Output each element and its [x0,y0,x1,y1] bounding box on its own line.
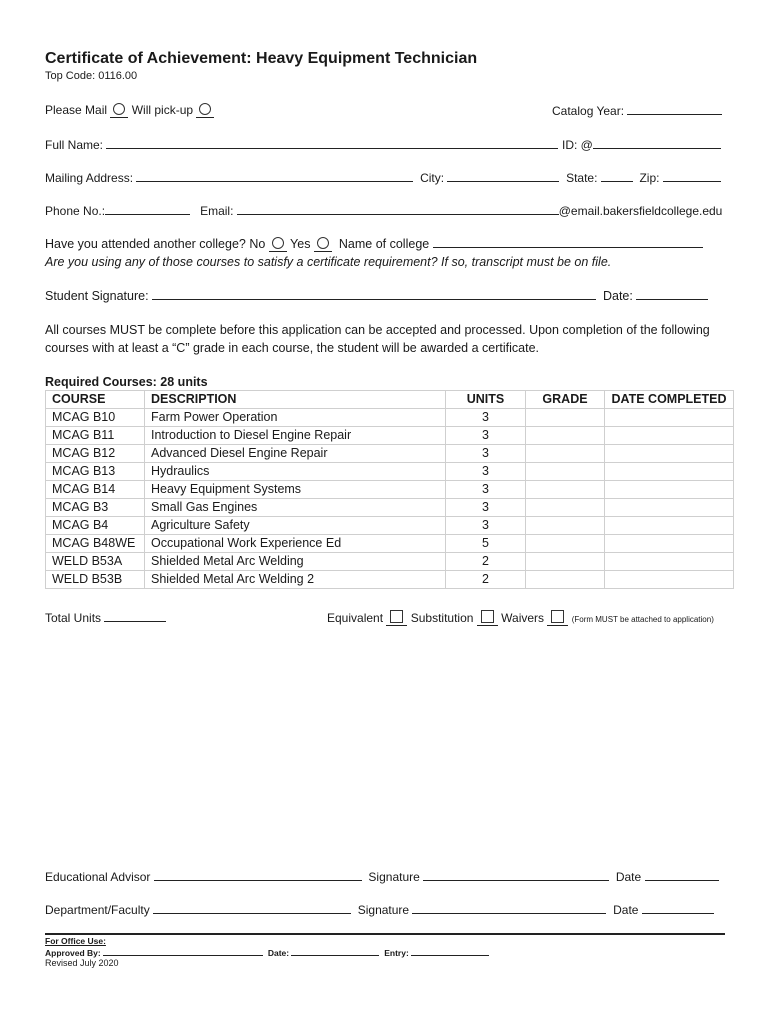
approved-by-input[interactable] [103,947,263,956]
checkbox-icon [481,610,494,623]
date-completed-cell[interactable] [605,463,734,481]
checkbox-icon [551,610,564,623]
advisor-row [45,869,719,884]
equivalent-checkbox[interactable] [386,611,407,626]
course-description: Advanced Diesel Engine Repair [145,445,446,463]
grade-cell[interactable] [526,445,605,463]
date-completed-cell[interactable] [605,535,734,553]
name-of-college-input[interactable] [433,236,703,248]
entry-label: Entry: [384,948,409,958]
will-pickup-radio[interactable] [196,103,214,118]
id-field [562,137,721,152]
contact-row [45,203,722,218]
course-code: MCAG B11 [46,427,145,445]
advisor-date-label: Date [615,870,642,884]
id-input[interactable] [593,137,721,149]
course-code: WELD B53A [46,553,145,571]
header-description: DESCRIPTION [145,391,446,409]
table-row [46,535,734,553]
office-date-label: Date: [267,948,290,958]
instructions-line-1: All courses MUST be complete before this application can be accepted and processed. Upon completion of the following [45,323,710,337]
college-question-row [45,236,703,251]
course-description: Shielded Metal Arc Welding [145,553,446,571]
grade-cell[interactable] [526,463,605,481]
signature-date-label: Date: [602,289,633,303]
page-title: Certificate of Achievement: Heavy Equipment Technician [45,50,478,67]
department-input[interactable] [153,902,351,914]
department-label: Department/Faculty [45,903,150,917]
full-name-field [45,137,558,152]
student-signature-row [45,288,708,303]
date-completed-cell[interactable] [605,409,734,427]
course-code: MCAG B3 [46,499,145,517]
email-domain: @email.bakersfieldcollege.edu [558,204,723,218]
course-units: 5 [446,535,526,553]
date-completed-cell[interactable] [605,499,734,517]
catalog-year-field [552,103,722,118]
course-description: Introduction to Diesel Engine Repair [145,427,446,445]
waiver-note: (Form MUST be attached to application) [571,615,714,624]
course-code: MCAG B12 [46,445,145,463]
header-units: UNITS [446,391,526,409]
course-code: MCAG B48WE [46,535,145,553]
grade-cell[interactable] [526,535,605,553]
delivery-options [45,103,214,117]
email-label: Email: [200,204,234,218]
college-question: Have you attended another college? [45,237,246,251]
table-row [46,571,734,589]
courses-table [45,390,734,589]
grade-cell[interactable] [526,409,605,427]
equivalent-label: Equivalent [327,611,384,625]
table-row [46,463,734,481]
state-input[interactable] [601,170,633,182]
header-course: COURSE [46,391,145,409]
course-units: 3 [446,445,526,463]
course-units: 3 [446,517,526,535]
state-label: State: [566,171,598,185]
revised-date: Revised July 2020 [45,958,119,968]
course-units: 3 [446,409,526,427]
catalog-year-label: Catalog Year: [552,104,625,118]
name-of-college-label: Name of college [338,237,430,251]
total-units-input[interactable] [104,610,166,622]
table-row [46,445,734,463]
date-completed-cell[interactable] [605,427,734,445]
table-row [46,427,734,445]
phone-label: Phone No.: [45,204,106,218]
course-description: Agriculture Safety [145,517,446,535]
course-description: Occupational Work Experience Ed [145,535,446,553]
grade-cell[interactable] [526,499,605,517]
checkbox-icon [390,610,403,623]
course-description: Shielded Metal Arc Welding 2 [145,571,446,589]
catalog-year-input[interactable] [627,103,722,115]
table-row [46,517,734,535]
grade-cell[interactable] [526,481,605,499]
please-mail-label: Please Mail [45,103,108,117]
advisor-input[interactable] [154,869,362,881]
mailing-address-input[interactable] [136,170,413,182]
table-header-row [46,391,734,409]
substitution-label: Substitution [410,611,474,625]
required-courses-heading: Required Courses: 28 units [45,375,208,389]
course-units: 3 [446,427,526,445]
entry-input[interactable] [411,947,489,956]
radio-circle-icon [113,103,125,115]
advisor-signature-input[interactable] [423,869,609,881]
course-units: 3 [446,463,526,481]
grade-cell[interactable] [526,571,605,589]
student-signature-input[interactable] [152,288,596,300]
course-code: MCAG B14 [46,481,145,499]
course-units: 3 [446,499,526,517]
id-label: ID: @ [562,138,593,152]
please-mail-radio[interactable] [110,103,128,118]
transcript-note: Are you using any of those courses to satisfy a certificate requirement? If so, transcript must be on file. [45,255,612,269]
total-units-field [45,610,166,625]
header-grade: GRADE [526,391,605,409]
radio-circle-icon [272,237,284,249]
city-input[interactable] [447,170,559,182]
course-code: MCAG B13 [46,463,145,481]
date-completed-cell[interactable] [605,517,734,535]
city-label: City: [420,171,445,185]
department-signature-input[interactable] [412,902,606,914]
top-code: Top Code: 0116.00 [45,70,138,82]
course-units: 2 [446,553,526,571]
course-description: Heavy Equipment Systems [145,481,446,499]
advisor-date-input[interactable] [645,869,719,881]
date-completed-cell[interactable] [605,481,734,499]
date-completed-cell[interactable] [605,445,734,463]
department-date-label: Date [613,903,639,917]
date-completed-cell[interactable] [605,553,734,571]
header-date-completed: DATE COMPLETED [605,391,734,409]
department-date-input[interactable] [642,902,714,914]
table-row [46,499,734,517]
full-name-label: Full Name: [45,138,104,152]
student-signature-label: Student Signature: [45,289,149,303]
signature-date-input[interactable] [636,288,708,300]
office-date-input[interactable] [291,947,379,956]
grade-cell[interactable] [526,517,605,535]
office-use-heading: For Office Use: [45,936,106,946]
course-code: MCAG B10 [46,409,145,427]
instructions-line-2: courses with at least a “C” grade in each course, the student will be awarded a certificate. [45,341,540,355]
zip-input[interactable] [663,170,721,182]
full-name-input[interactable] [106,137,558,149]
course-units: 2 [446,571,526,589]
radio-circle-icon [199,103,211,115]
course-units: 3 [446,481,526,499]
radio-circle-icon [317,237,329,249]
approved-by-label: Approved By: [45,948,101,958]
course-code: MCAG B4 [46,517,145,535]
office-divider [45,933,725,935]
college-no-label: No [249,237,266,251]
zip-label: Zip: [639,171,660,185]
table-row [46,409,734,427]
address-row [45,170,721,185]
college-yes-radio[interactable] [314,237,332,252]
college-yes-label: Yes [290,237,311,251]
substitution-checkbox[interactable] [477,611,498,626]
office-use-row [45,947,489,958]
mailing-address-label: Mailing Address: [45,171,134,185]
course-code: WELD B53B [46,571,145,589]
date-completed-cell[interactable] [605,571,734,589]
waivers-checkbox[interactable] [547,611,568,626]
phone-input[interactable] [105,203,190,215]
table-row [46,553,734,571]
department-signature-label: Signature [357,903,410,917]
course-description: Farm Power Operation [145,409,446,427]
total-units-label: Total Units [45,611,102,625]
waivers-label: Waivers [501,611,545,625]
advisor-signature-label: Signature [368,870,420,884]
table-row [46,481,734,499]
grade-cell[interactable] [526,553,605,571]
totals-options [327,610,714,625]
department-row [45,902,714,917]
course-description: Small Gas Engines [145,499,446,517]
college-no-radio[interactable] [269,237,287,252]
email-input[interactable] [237,203,559,215]
course-description: Hydraulics [145,463,446,481]
grade-cell[interactable] [526,427,605,445]
advisor-label: Educational Advisor [45,870,151,884]
will-pickup-label: Will pick-up [131,103,194,117]
